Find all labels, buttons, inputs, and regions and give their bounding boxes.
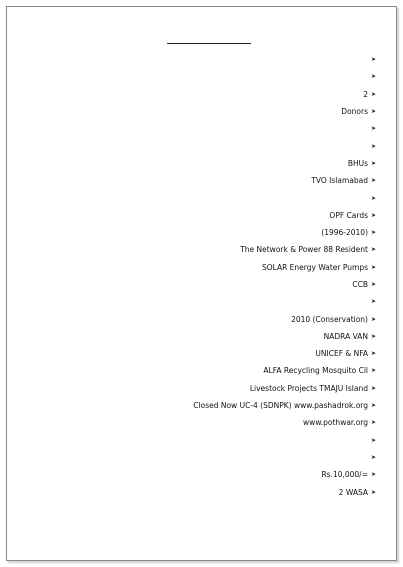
list-item-text: Rs.10,000/=: [321, 470, 368, 480]
list-item-text: OPF Cards: [329, 210, 368, 220]
page-heading: [7, 25, 396, 37]
list-item: [25, 449, 378, 466]
arrow-bullet-icon: ➤: [371, 246, 377, 254]
page-frame: [6, 6, 397, 561]
arrow-bullet-icon: ➤: [371, 315, 377, 323]
list-item: [25, 172, 378, 189]
list-item: [25, 483, 378, 500]
arrow-bullet-icon: ➤: [371, 142, 377, 150]
list-item: [25, 362, 378, 379]
list-item-text: Livestock Projects TMAJU Island: [249, 383, 368, 393]
list-item: [25, 68, 378, 85]
list-item: [25, 103, 378, 120]
list-item: [25, 293, 378, 310]
arrow-bullet-icon: ➤: [371, 194, 377, 202]
arrow-bullet-icon: ➤: [371, 263, 377, 271]
list-item-text: 2010 (Conservation): [291, 314, 368, 324]
arrow-bullet-icon: ➤: [371, 332, 377, 340]
arrow-bullet-icon: ➤: [371, 211, 377, 219]
arrow-bullet-icon: ➤: [371, 281, 377, 288]
list-item: [25, 432, 378, 449]
list-item: [25, 241, 378, 258]
arrow-bullet-icon: ➤: [371, 56, 377, 64]
arrow-bullet-icon: ➤: [371, 436, 377, 444]
arrow-bullet-icon: ➤: [371, 73, 377, 81]
arrow-bullet-icon: ➤: [371, 90, 377, 98]
list-item-text: NADRA VAN: [323, 331, 368, 341]
list-item: [25, 86, 378, 103]
list-item: [25, 466, 378, 483]
arrow-bullet-icon: ➤: [371, 419, 377, 427]
arrow-bullet-icon: ➤: [371, 350, 377, 358]
list-item: [25, 137, 378, 154]
list-item: [25, 310, 378, 327]
list-item-text: 2 WASA: [338, 487, 368, 497]
list-item-text: (1996-2010): [321, 228, 368, 238]
list-item-text: ALFA Recycling Mosquito Cil: [263, 366, 368, 376]
list-item: [25, 189, 378, 206]
service-list: [25, 51, 378, 501]
list-item-text: TVO Islamabad: [311, 176, 368, 186]
list-item: [25, 414, 378, 431]
arrow-bullet-icon: ➤: [371, 453, 377, 461]
list-item-text: www.pothwar.org: [303, 418, 368, 428]
arrow-bullet-icon: ➤: [371, 488, 377, 496]
arrow-bullet-icon: ➤: [371, 108, 377, 116]
arrow-bullet-icon: ➤: [371, 159, 377, 167]
list-item: [25, 207, 378, 224]
list-item: [25, 345, 378, 362]
list-item-text: SOLAR Energy Water Pumps: [261, 262, 368, 272]
list-item: [25, 380, 378, 397]
list-item: [25, 51, 378, 68]
list-item: [25, 397, 378, 414]
heading-underline: [167, 43, 251, 44]
list-item: [25, 276, 378, 293]
arrow-bullet-icon: ➤: [371, 177, 377, 185]
list-item-text: Donors: [341, 107, 368, 117]
list-item-text: 2: [363, 89, 368, 99]
arrow-bullet-icon: ➤: [371, 229, 377, 237]
list-item-text: CCB: [352, 280, 368, 289]
list-item: [25, 224, 378, 241]
list-item-text: UNICEF & NFA: [315, 349, 368, 359]
arrow-bullet-icon: ➤: [371, 402, 377, 410]
arrow-bullet-icon: ➤: [371, 471, 377, 479]
arrow-bullet-icon: ➤: [371, 125, 377, 133]
arrow-bullet-icon: ➤: [371, 367, 377, 375]
list-item: [25, 259, 378, 276]
list-item: [25, 328, 378, 345]
list-item-text: BHUs: [347, 158, 368, 168]
list-item: [25, 155, 378, 172]
arrow-bullet-icon: ➤: [371, 384, 377, 392]
list-item-text: The Network & Power 88 Resident: [240, 245, 368, 255]
list-item: [25, 120, 378, 137]
list-item-text: Closed Now UC-4 (SDNPK) www.pashadrok.org: [193, 401, 368, 411]
arrow-bullet-icon: ➤: [371, 298, 377, 306]
